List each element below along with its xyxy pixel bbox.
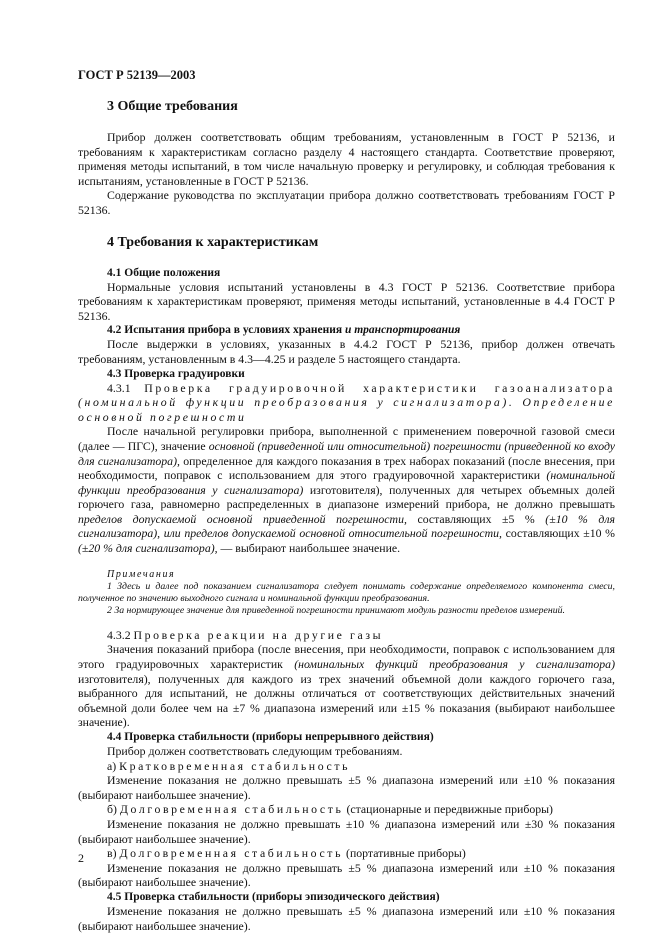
s44b-note: (стационарные и передвижные приборы) <box>343 802 553 817</box>
p432-part-2: (номинальных функций преобразования у сигнализатора) <box>294 657 615 672</box>
section-4-4-c-paragraph: Изменение показания не должно превышать ±5 % диапазона измерений или ±10 % показания (выбирают наибольшее значение). <box>78 860 615 890</box>
section-4-2-title-b: и транспортирования <box>344 324 461 337</box>
section-4-1-title: 4.1 Общие положения <box>107 266 221 279</box>
p431-part-5: изготовителя), полученных для четырех объемных долей горючего газа, равномерно распределенных в диапазоне измерений прибора, не должно превышать <box>78 482 615 512</box>
section-4-4-c-title <box>78 846 615 861</box>
section-4-2-title-a: 4.2 Испытания прибора в условиях хранения <box>107 324 345 337</box>
section-4-4-a-title <box>78 759 615 774</box>
section-4-4-b-title <box>78 802 615 817</box>
section-4-5-title: 4.5 Проверка стабильности (приборы эпизодического действия) <box>107 890 440 903</box>
p431-part-2: основной (приведенной или относительной) погрешности (приведенной ко входу для сигнализатора), <box>78 438 615 468</box>
note-2: 2 За нормирующее значение для приведенной погрешности принимают модуль разности пределов измерений. <box>107 605 565 617</box>
s44c-label: в) <box>107 846 120 861</box>
section-3-title: 3 Общие требования <box>107 99 238 114</box>
section-4-4-title: 4.4 Проверка стабильности (приборы непрерывного действия) <box>107 731 434 744</box>
p431-part-11: — выбирают наибольшее значение. <box>217 541 401 556</box>
section-4-title: 4 Требования к характеристикам <box>107 234 319 250</box>
section-4-3-2-paragraph <box>78 642 615 730</box>
section-3-paragraph-2: Содержание руководства по эксплуатации прибора должно соответствовать требованиям ГОСТ Р 52136. <box>78 188 615 217</box>
section-4-4-paragraph: Прибор должен соответствовать следующим требованиям. <box>107 744 403 759</box>
section-4-1-paragraph: Нормальные условия испытаний установлены в 4.3 ГОСТ Р 52136. Соответствие прибора требованиям к характеристикам проверяют, применяя методы испытаний, установленные в 4.4 ГОСТ Р 52136. <box>78 279 615 323</box>
section-4-2-title <box>107 323 615 337</box>
section-4-2-paragraph: После выдержки в условиях, указанных в 4.4.2 ГОСТ Р 52136, прибор должен отвечать требованиям, установленным в 4.3—4.25 и разделе 5 настоящего стандарта. <box>78 337 615 366</box>
p431-part-9: составляющих ±10 % <box>501 526 615 541</box>
section-4-5-paragraph: Изменение показания не должно превышать ±5 % диапазона измерений или ±10 % показания (выбирают наибольшее значение). <box>78 903 615 933</box>
section-4-3-1-paragraph <box>78 424 615 555</box>
page-number: 2 <box>78 851 84 865</box>
section-3-paragraph-1: Прибор должен соответствовать общим требованиям, установленным в ГОСТ Р 52136, и требованиям к характеристикам согласно разделу 4 настоящего стандарта. Соответствие проверяют, применяя методы испытаний, в том числе начальную проверку и регулировку, и соблюдая требования к испытаниям, установленные в ГОСТ Р 52136. <box>78 130 615 188</box>
p431-part-10: (±20 % для сигнализатора), <box>78 541 218 556</box>
section-4-3-1-num: 4.3.1 <box>107 380 145 395</box>
p431-part-3: определенное для каждого показания в трех наборах показаний (после внесения, при необходимости, поправок с использованием для этого градуировочной характеристики <box>78 453 616 483</box>
s44b-title: Долговременная стабильность <box>119 802 344 817</box>
section-4-3-1-title <box>78 381 615 425</box>
section-4-3-2-title-text: Проверка реакции на другие газы <box>133 627 384 642</box>
section-4-4-a-paragraph: Изменение показания не должно превышать ±5 % диапазона измерений или ±10 % показания (выбирают наибольшее значение). <box>78 773 615 802</box>
p431-part-1: После начальной регулировки прибора, выполненной с применением поверочной газовой смеси (далее — ПГС), значение <box>78 424 615 453</box>
p431-part-7: составляющих ±5 % <box>406 511 546 526</box>
p431-part-8: (±10 % для сигнализатора), или пределов допускаемой основной относительной погрешности, <box>78 511 615 541</box>
notes-heading: Примечания <box>107 568 176 580</box>
note-1: 1 Здесь и далее под показанием сигнализатора следует понимать содержание определяемого компонента смеси, полученное по значению выходного сигнала и номинальной функции преобразования. <box>78 580 615 605</box>
s44b-label: б) <box>107 802 120 817</box>
p432-part-1: Значения показаний прибора (после внесения, при необходимости, поправок с использованием для этого градуировочных характеристик <box>78 642 615 672</box>
section-4-4-b-paragraph: Изменение показания не должно превышать ±10 % диапазона измерений или ±30 % показания (выбирают наибольшее значение). <box>78 817 615 846</box>
s44c-title: Долговременная стабильность <box>119 846 344 861</box>
section-4-3-1-title-a: Проверка градуировочной характеристики газоанализатора <box>144 380 615 395</box>
p431-part-6: пределов допускаемой основной приведенной погрешности, <box>78 511 407 526</box>
section-4-3-2-num: 4.3.2 <box>107 627 134 642</box>
s44a-label: а) <box>107 758 120 773</box>
s44c-note: (портативные приборы) <box>343 846 466 861</box>
section-4-3-title: 4.3 Проверка градуировки <box>107 367 245 380</box>
section-4-3-1-title-b: (номинальной функции преобразования у сигнализатора) <box>78 395 509 410</box>
page-body <box>78 98 615 933</box>
section-4-3-2-title <box>78 628 615 643</box>
section-4-3-1-title-c: . Определение основной погрешности <box>78 395 615 424</box>
p432-part-3: изготовителя), полученных для каждого из трех значений объемной доли каждого горючего газа, выбранного для испытаний, не должны отличаться от соответствующих действительных значений объемной доли более чем на ±7 % диапазона измерений или ±15 % показания (выбирают наибольшее значение). <box>78 671 615 730</box>
s44a-title: Кратковременная стабильность <box>119 758 351 773</box>
document-header: ГОСТ Р 52139—2003 <box>78 68 196 82</box>
p431-part-4: (номинальной функции преобразования у сигнализатора) <box>78 468 615 497</box>
